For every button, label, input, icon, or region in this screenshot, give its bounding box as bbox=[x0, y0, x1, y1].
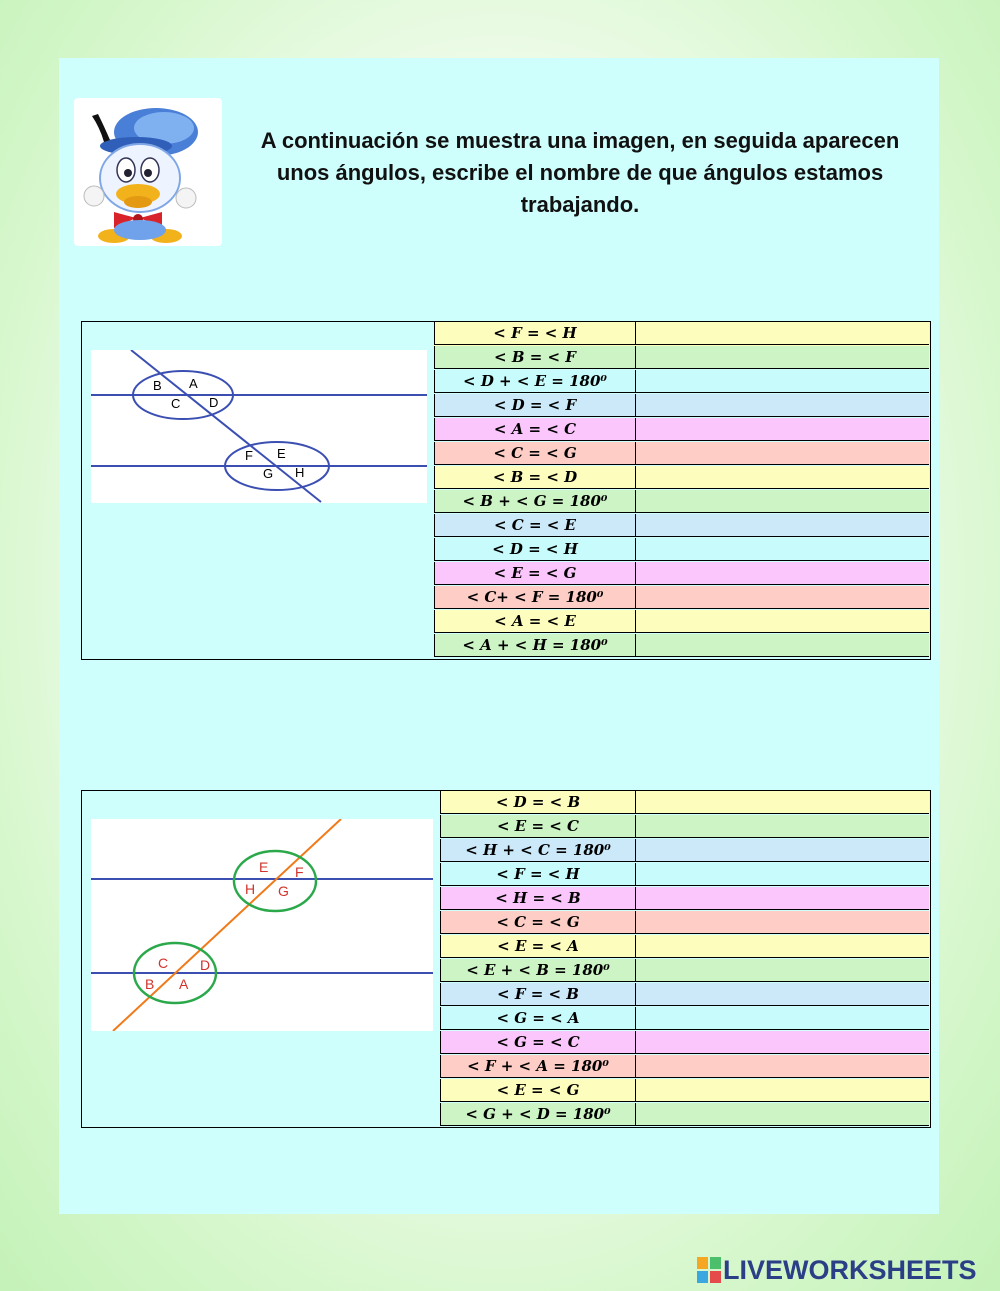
angle-expression: < A = < E bbox=[434, 610, 636, 633]
answer-field[interactable] bbox=[636, 839, 929, 862]
donald-duck-logo bbox=[74, 98, 222, 246]
answer-field[interactable] bbox=[636, 935, 929, 958]
answer-field[interactable] bbox=[636, 538, 929, 561]
table-row bbox=[434, 586, 929, 610]
answer-field[interactable] bbox=[636, 514, 929, 537]
table-row bbox=[440, 1079, 929, 1103]
table-row bbox=[434, 490, 929, 514]
answer-field[interactable] bbox=[636, 466, 929, 489]
angle-expression: < B = < D bbox=[434, 466, 636, 489]
angle-expression: < F = < B bbox=[440, 983, 636, 1006]
angle-label-c: C bbox=[171, 396, 181, 411]
answer-field[interactable] bbox=[636, 863, 929, 886]
table-row bbox=[434, 394, 929, 418]
angle-expression: < F + < A = 180⁰ bbox=[440, 1055, 636, 1078]
answer-field[interactable] bbox=[636, 887, 929, 910]
table-row bbox=[440, 791, 929, 815]
angle-label-b: B bbox=[145, 976, 155, 992]
answer-field[interactable] bbox=[636, 1031, 929, 1054]
angle-label-h: H bbox=[295, 465, 305, 480]
angle-label-e: E bbox=[259, 859, 269, 875]
table-row bbox=[434, 634, 929, 658]
answer-field[interactable] bbox=[636, 370, 929, 393]
angle-expression: < D + < E = 180⁰ bbox=[434, 370, 636, 393]
table-row bbox=[434, 538, 929, 562]
angle-expression: < E = < C bbox=[440, 815, 636, 838]
angle-expression: < H + < C = 180⁰ bbox=[440, 839, 636, 862]
answer-field[interactable] bbox=[636, 983, 929, 1006]
table-row bbox=[440, 935, 929, 959]
angle-label-a: A bbox=[189, 376, 198, 391]
table-row bbox=[434, 610, 929, 634]
table-row bbox=[440, 839, 929, 863]
angle-expression: < F = < H bbox=[440, 863, 636, 886]
table-row bbox=[440, 1055, 929, 1079]
exercise-block-1 bbox=[81, 321, 931, 660]
answer-field[interactable] bbox=[636, 959, 929, 982]
angle-expression: < C = < G bbox=[440, 911, 636, 934]
table-row bbox=[434, 322, 929, 346]
instructions-text: A continuación se muestra una imagen, en seguida aparecen unos ángulos, escribe el nombre de que ángulos estamos trabajando. bbox=[260, 128, 900, 217]
angle-expression: < E = < G bbox=[434, 562, 636, 585]
angle-label-g: G bbox=[278, 883, 289, 899]
answer-field[interactable] bbox=[636, 586, 929, 609]
answer-field[interactable] bbox=[636, 634, 929, 657]
angle-label-f: F bbox=[245, 448, 253, 463]
table-row bbox=[440, 1031, 929, 1055]
parallel-lines-figure-2 bbox=[91, 819, 433, 1031]
answer-field[interactable] bbox=[636, 1079, 929, 1102]
answer-field[interactable] bbox=[636, 1103, 929, 1126]
answer-field[interactable] bbox=[636, 490, 929, 513]
answer-field[interactable] bbox=[636, 911, 929, 934]
angle-label-d: D bbox=[209, 395, 219, 410]
table-row bbox=[440, 911, 929, 935]
angle-expression: < C+ < F = 180⁰ bbox=[434, 586, 636, 609]
table-row bbox=[434, 346, 929, 370]
table-row bbox=[434, 418, 929, 442]
table-row bbox=[434, 466, 929, 490]
angle-expression: < E = < G bbox=[440, 1079, 636, 1102]
angle-table-2 bbox=[440, 791, 929, 1127]
angle-label-f: F bbox=[295, 864, 304, 880]
angle-expression: < G + < D = 180⁰ bbox=[440, 1103, 636, 1126]
angle-table-1 bbox=[434, 322, 929, 658]
angle-label-d: D bbox=[200, 957, 211, 973]
table-row bbox=[434, 514, 929, 538]
answer-field[interactable] bbox=[636, 442, 929, 465]
angle-label-b: B bbox=[153, 378, 162, 393]
table-row bbox=[434, 442, 929, 466]
angle-label-c: C bbox=[158, 955, 169, 971]
table-row bbox=[440, 815, 929, 839]
answer-field[interactable] bbox=[636, 610, 929, 633]
answer-field[interactable] bbox=[636, 322, 929, 345]
angle-expression: < D = < B bbox=[440, 791, 636, 814]
answer-field[interactable] bbox=[636, 394, 929, 417]
table-row bbox=[434, 562, 929, 586]
parallel-lines-figure-1 bbox=[91, 350, 427, 503]
donald-duck-image bbox=[74, 98, 222, 246]
answer-field[interactable] bbox=[636, 791, 929, 814]
angle-label-a: A bbox=[179, 976, 189, 992]
transversal-line bbox=[113, 819, 341, 1031]
angle-expression: < D = < F bbox=[434, 394, 636, 417]
angle-expression: < B = < F bbox=[434, 346, 636, 369]
brand-name: LIVEWORKSHEETS bbox=[723, 1254, 977, 1285]
answer-field[interactable] bbox=[636, 346, 929, 369]
liveworksheets-logo-icon bbox=[697, 1255, 723, 1285]
angle-expression: < A = < C bbox=[434, 418, 636, 441]
answer-field[interactable] bbox=[636, 1007, 929, 1030]
angle-expression: < E + < B = 180⁰ bbox=[440, 959, 636, 982]
table-row bbox=[440, 1103, 929, 1127]
exercise-block-2 bbox=[81, 790, 931, 1128]
angle-label-e: E bbox=[277, 446, 286, 461]
table-row bbox=[440, 983, 929, 1007]
table-row bbox=[440, 959, 929, 983]
answer-field[interactable] bbox=[636, 815, 929, 838]
angle-expression: < B + < G = 180⁰ bbox=[434, 490, 636, 513]
angle-label-g: G bbox=[263, 466, 274, 481]
angle-expression: < D = < H bbox=[434, 538, 636, 561]
answer-field[interactable] bbox=[636, 562, 929, 585]
angle-expression: < H = < B bbox=[440, 887, 636, 910]
table-row bbox=[440, 1007, 929, 1031]
angle-expression: < E = < A bbox=[440, 935, 636, 958]
answer-field[interactable] bbox=[636, 1055, 929, 1078]
angle-expression: < F = < H bbox=[434, 322, 636, 345]
answer-field[interactable] bbox=[636, 418, 929, 441]
table-row bbox=[440, 887, 929, 911]
angle-expression: < C = < E bbox=[434, 514, 636, 537]
angle-expression: < G = < A bbox=[440, 1007, 636, 1030]
angle-expression: < C = < G bbox=[434, 442, 636, 465]
table-row bbox=[434, 370, 929, 394]
liveworksheets-brand bbox=[697, 1253, 977, 1287]
angle-expression: < G = < C bbox=[440, 1031, 636, 1054]
angle-label-h: H bbox=[245, 881, 256, 897]
angle-expression: < A + < H = 180⁰ bbox=[434, 634, 636, 657]
table-row bbox=[440, 863, 929, 887]
